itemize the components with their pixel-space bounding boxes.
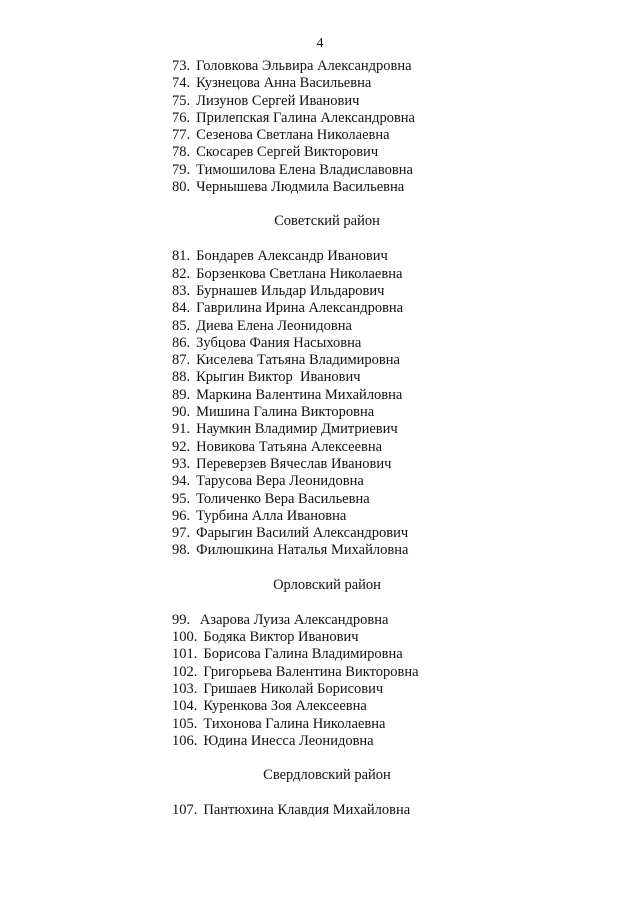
list-item bbox=[172, 733, 592, 750]
list-item bbox=[172, 318, 592, 335]
list-item-name: Григорьева Валентина Викторовна bbox=[203, 663, 419, 680]
list-item-number: 103. bbox=[172, 680, 198, 697]
list-item-number: 97. bbox=[172, 525, 191, 542]
list-item-name: Лизунов Сергей Иванович bbox=[196, 92, 360, 109]
list-item-name: Головкова Эльвира Александровна bbox=[196, 58, 412, 74]
list-item bbox=[172, 473, 592, 490]
list-item bbox=[172, 681, 592, 698]
list-item bbox=[172, 716, 592, 733]
list-item-number: 87. bbox=[172, 352, 191, 369]
list-item-name: Бурнашев Ильдар Ильдарович bbox=[196, 282, 385, 299]
entry-list bbox=[172, 612, 592, 750]
section-heading: Советский район bbox=[274, 213, 380, 230]
list-item-number: 85. bbox=[172, 317, 191, 334]
list-item-name: Филюшкина Наталья Михайловна bbox=[196, 542, 409, 559]
list-item-name: Маркина Валентина Михайловна bbox=[196, 386, 403, 403]
list-item-name: Тимошилова Елена Владиславовна bbox=[196, 161, 413, 178]
list-item-number: 88. bbox=[172, 369, 191, 386]
list-item bbox=[172, 456, 592, 473]
section-list-continued bbox=[172, 58, 592, 196]
list-item bbox=[172, 404, 592, 421]
list-item-name: Зубцова Фания Насыховна bbox=[196, 334, 362, 351]
list-item-name: Тихонова Галина Николаевна bbox=[203, 715, 386, 732]
section-orlovsky bbox=[172, 577, 592, 750]
list-item bbox=[172, 387, 592, 404]
list-item-number: 79. bbox=[172, 161, 191, 178]
list-item-name: Сезенова Светлана Николаевна bbox=[196, 127, 390, 144]
list-item bbox=[172, 266, 592, 283]
list-item bbox=[172, 802, 592, 819]
list-item-number: 81. bbox=[172, 248, 191, 265]
list-item-name: Гришаев Николай Борисович bbox=[203, 680, 384, 697]
list-item bbox=[172, 75, 592, 92]
list-item-name: Пантюхина Клавдия Михайловна bbox=[203, 802, 411, 819]
list-item-number: 82. bbox=[172, 265, 191, 282]
list-item-number: 83. bbox=[172, 282, 191, 299]
list-item bbox=[172, 612, 592, 629]
list-item-number: 107. bbox=[172, 802, 198, 819]
entry-list bbox=[172, 802, 592, 819]
list-item bbox=[172, 646, 592, 663]
list-item bbox=[172, 542, 592, 559]
list-item-number: 100. bbox=[172, 629, 198, 646]
list-item-name: Мишина Галина Викторовна bbox=[196, 404, 375, 421]
list-item bbox=[172, 421, 592, 438]
list-item bbox=[172, 127, 592, 144]
list-item-name: Чернышева Людмила Васильевна bbox=[196, 179, 405, 196]
list-item-number: 86. bbox=[172, 334, 191, 351]
list-item bbox=[172, 248, 592, 265]
document-body bbox=[172, 58, 592, 819]
list-item-name: Новикова Татьяна Алексеевна bbox=[196, 438, 383, 455]
list-item-number: 95. bbox=[172, 490, 191, 507]
list-item-name: Юдина Инесса Леонидовна bbox=[203, 732, 374, 749]
list-item bbox=[172, 525, 592, 542]
list-item-name: Наумкин Владимир Дмитриевич bbox=[196, 421, 398, 438]
list-item bbox=[172, 508, 592, 525]
list-item-number: 84. bbox=[172, 300, 191, 317]
list-item-name: Бодяка Виктор Иванович bbox=[203, 629, 359, 646]
list-item-number: 89. bbox=[172, 386, 191, 403]
list-item-name: Прилепская Галина Александровна bbox=[196, 109, 415, 126]
list-item-number: 78. bbox=[172, 144, 191, 161]
list-item-name: Тарусова Вера Леонидовна bbox=[196, 473, 364, 490]
section-sovetsky bbox=[172, 213, 592, 559]
list-item-name: Борисова Галина Владимировна bbox=[203, 646, 403, 663]
list-item-number: 98. bbox=[172, 542, 191, 559]
list-item bbox=[172, 58, 592, 75]
list-item bbox=[172, 439, 592, 456]
list-item-name: Азарова Луиза Александровна bbox=[196, 611, 389, 628]
list-item-name: Куренкова Зоя Алексеевна bbox=[203, 698, 367, 715]
list-item-name: Кузнецова Анна Васильевна bbox=[196, 75, 372, 92]
list-item-name: Турбина Алла Ивановна bbox=[196, 507, 347, 524]
list-item-name: Борзенкова Светлана Николаевна bbox=[196, 265, 403, 282]
list-item bbox=[172, 629, 592, 646]
list-item-name: Киселева Татьяна Владимировна bbox=[196, 352, 400, 369]
list-item bbox=[172, 369, 592, 386]
list-item-number: 94. bbox=[172, 473, 191, 490]
list-item-name: Фарыгин Василий Александрович bbox=[196, 525, 409, 542]
list-item-number: 90. bbox=[172, 404, 191, 421]
list-item-name: Бондарев Александр Иванович bbox=[196, 248, 388, 265]
list-item bbox=[172, 93, 592, 110]
list-item-number: 75. bbox=[172, 92, 191, 109]
list-item bbox=[172, 664, 592, 681]
list-item bbox=[172, 300, 592, 317]
list-item-name: Переверзев Вячеслав Иванович bbox=[196, 455, 392, 472]
list-item bbox=[172, 179, 592, 196]
section-sverdlovsky bbox=[172, 767, 592, 819]
list-item bbox=[172, 162, 592, 179]
list-item-number: 105. bbox=[172, 715, 198, 732]
list-item bbox=[172, 283, 592, 300]
list-item-number: 101. bbox=[172, 646, 198, 663]
list-item-number: 77. bbox=[172, 127, 191, 144]
list-item bbox=[172, 110, 592, 127]
list-item-name: Скосарев Сергей Викторович bbox=[196, 144, 379, 161]
page-number: 4 bbox=[316, 36, 324, 51]
list-item-name: Гаврилина Ирина Александровна bbox=[196, 300, 404, 317]
list-item-number: 74. bbox=[172, 75, 191, 92]
list-item-number: 80. bbox=[172, 179, 191, 196]
list-item-number: 91. bbox=[172, 421, 191, 438]
list-item bbox=[172, 698, 592, 715]
list-item bbox=[172, 144, 592, 161]
list-item-number: 96. bbox=[172, 507, 191, 524]
list-item bbox=[172, 335, 592, 352]
section-heading: Орловский район bbox=[273, 576, 381, 593]
list-item bbox=[172, 352, 592, 369]
list-item-number: 76. bbox=[172, 109, 191, 126]
list-item bbox=[172, 491, 592, 508]
list-item-number: 99. bbox=[172, 611, 191, 628]
list-item-number: 102. bbox=[172, 663, 198, 680]
list-item-name: Крыгин Виктор Иванович bbox=[196, 369, 361, 386]
list-item-number: 92. bbox=[172, 438, 191, 455]
list-item-name: Диева Елена Леонидовна bbox=[196, 317, 352, 334]
list-item-number: 104. bbox=[172, 698, 198, 715]
entry-list bbox=[172, 248, 592, 559]
entry-list bbox=[172, 58, 592, 196]
list-item-number: 93. bbox=[172, 455, 191, 472]
section-heading: Свердловский район bbox=[263, 767, 391, 784]
list-item-number: 106. bbox=[172, 732, 198, 749]
list-item-name: Толиченко Вера Васильевна bbox=[196, 490, 370, 507]
list-item-number: 73. bbox=[172, 58, 191, 74]
